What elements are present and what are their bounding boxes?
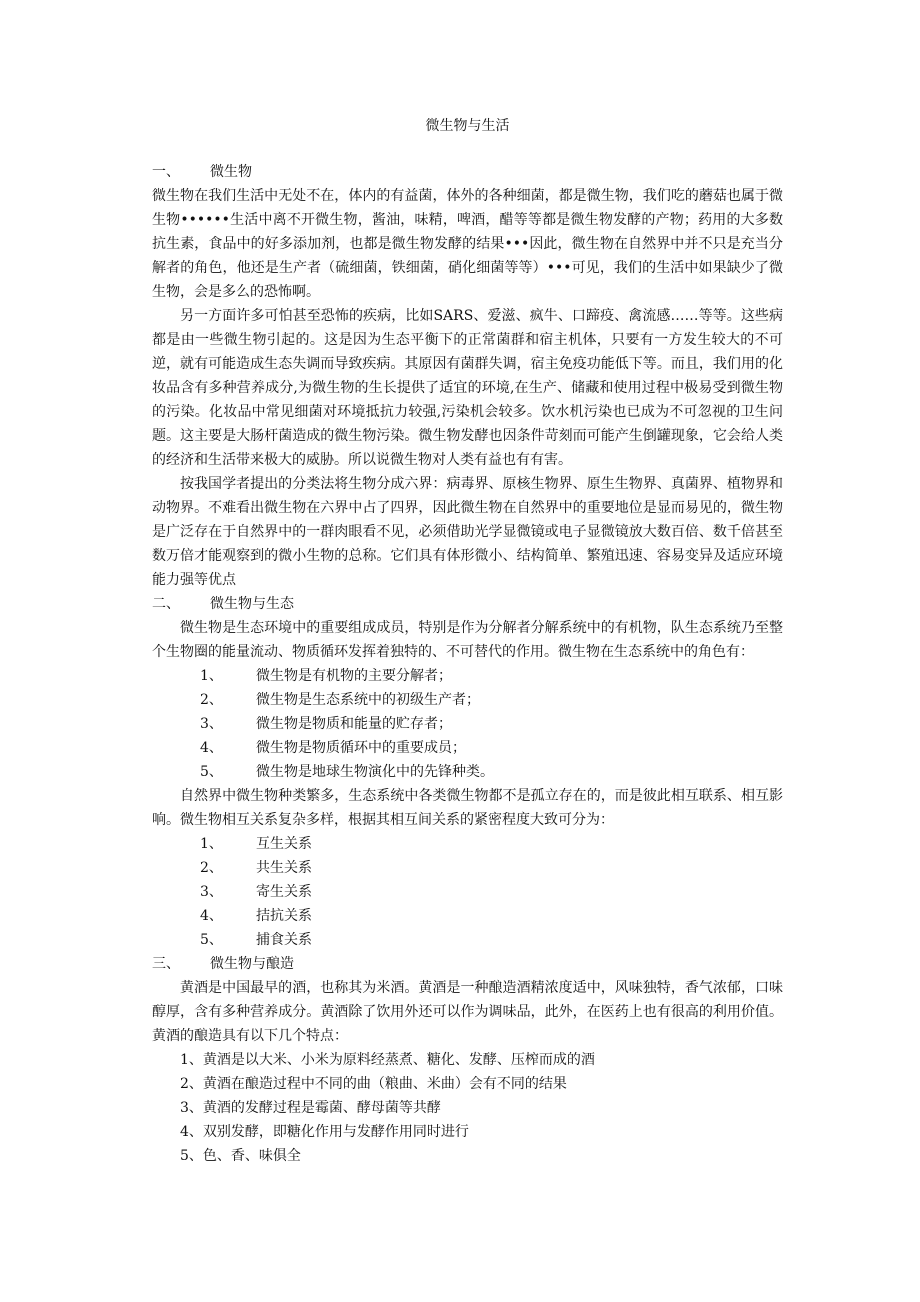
list-item xyxy=(152,856,783,880)
list-item xyxy=(152,928,783,952)
list-item xyxy=(152,904,783,928)
list-text: 微生物是物质和能量的贮存者； xyxy=(256,716,452,732)
paragraph: 按我国学者提出的分类法将生物分成六界：病毒界、原核生物界、原生生物界、真菌界、植物界和动物界。不难看出微生物在六界中占了四界，因此微生物在自然界中的重要地位是显而易见的，微生物是广泛存在于自然界中的一群肉眼看不见，必须借助光学显微镜或电子显微镜放大数百倍、数千倍甚至数万倍才能观察到的微小生物的总称。它们具有体形微小、结构简单、繁殖迅速、容易变异及适应环境能力强等优点 xyxy=(152,476,783,588)
paragraph: 微生物是生态环境中的重要组成成员，特别是作为分解者分解系统中的有机物，队生态系统乃至整个生物圈的能量流动、物质循环发挥着独特的、不可替代的作用。微生物在生态系统中的角色有： xyxy=(152,620,783,660)
list-text: 微生物是物质循环中的重要成员； xyxy=(256,740,466,756)
section-title: 微生物与酿造 xyxy=(210,956,294,972)
list-text: 寄生关系 xyxy=(256,884,312,900)
list-item xyxy=(152,736,783,760)
document-title: 微生物与生活 xyxy=(425,118,510,134)
list-item xyxy=(152,664,783,688)
document-body xyxy=(152,160,783,1168)
list-text: 共生关系 xyxy=(256,860,312,876)
paragraph: 微生物在我们生活中无处不在，体内的有益菌，体外的各种细菌，都是微生物，我们吃的蘑菇也属于微生物••••••生活中离不开微生物，酱油，味精，啤酒，醋等等都是微生物发酵的产物；药用的大多数抗生素，食品中的好多添加剂，也都是微生物发酵的结果•••因此，微生物在自然界中并不只是充当分解者的角色，他还是生产者（硫细菌，铁细菌，硝化细菌等等）•••可见，我们的生活中如果缺少了微生物，会是多么的恐怖啊。 xyxy=(152,188,783,300)
list-item xyxy=(152,760,783,784)
list-number: 5、 xyxy=(200,764,223,780)
list-item: 5、色、香、味俱全 xyxy=(180,1148,301,1164)
section-number: 一、 xyxy=(152,164,180,180)
list-text: 微生物是地球生物演化中的先锋种类。 xyxy=(256,764,494,780)
list-item xyxy=(152,688,783,712)
list-item xyxy=(152,832,783,856)
paragraph: 自然界中微生物种类繁多，生态系统中各类微生物都不是孤立存在的，而是彼此相互联系、相互影响。微生物相互关系复杂多样，根据其相互间关系的紧密程度大致可分为： xyxy=(152,788,783,828)
list-text: 微生物是生态系统中的初级生产者； xyxy=(256,692,480,708)
section-title: 微生物与生态 xyxy=(210,596,294,612)
section-heading-2 xyxy=(152,592,783,616)
section-number: 三、 xyxy=(152,956,180,972)
list-number: 3、 xyxy=(200,716,223,732)
list-text: 拮抗关系 xyxy=(256,908,312,924)
list-text: 捕食关系 xyxy=(256,932,312,948)
list-number: 1、 xyxy=(200,668,223,684)
list-number: 3、 xyxy=(200,884,223,900)
list-item xyxy=(152,712,783,736)
list-item xyxy=(152,880,783,904)
list-number: 2、 xyxy=(200,860,223,876)
paragraph: 另一方面许多可怕甚至恐怖的疾病，比如SARS、爱滋、疯牛、口蹄疫、禽流感……等等。这些病都是由一些微生物引起的。这是因为生态平衡下的正常菌群和宿主机体，只要有一方发生较大的不可逆，就有可能造成生态失调而导致疾病。其原因有菌群失调，宿主免疫功能低下等。而且，我们用的化妆品含有多种营养成分,为微生物的生长提供了适宜的环境,在生产、储藏和使用过程中极易受到微生物的污染。化妆品中常见细菌对环境抵抗力较强,污染机会较多。饮水机污染也已成为不可忽视的卫生问题。这主要是大肠杆菌造成的微生物污染。微生物发酵也因条件苛刻而可能产生倒罐现象，它会给人类的经济和生活带来极大的威胁。所以说微生物对人类有益也有有害。 xyxy=(152,308,783,468)
list-item: 4、双别发酵，即糖化作用与发酵作用同时进行 xyxy=(180,1124,469,1140)
list-item: 2、黄酒在酿造过程中不同的曲（粮曲、米曲）会有不同的结果 xyxy=(180,1076,567,1092)
section-number: 二、 xyxy=(152,596,180,612)
list-number: 2、 xyxy=(200,692,223,708)
section-heading-1 xyxy=(152,160,783,184)
list-number: 5、 xyxy=(200,932,223,948)
list-item: 3、黄酒的发酵过程是霉菌、酵母菌等共酵 xyxy=(180,1100,441,1116)
section-heading-3 xyxy=(152,952,783,976)
list-text: 微生物是有机物的主要分解者； xyxy=(256,668,452,684)
list-number: 4、 xyxy=(200,908,223,924)
list-number: 1、 xyxy=(200,836,223,852)
section-title: 微生物 xyxy=(210,164,252,180)
list-number: 4、 xyxy=(200,740,223,756)
list-text: 互生关系 xyxy=(256,836,312,852)
list-item: 1、黄酒是以大米、小米为原料经蒸煮、糖化、发酵、压榨而成的酒 xyxy=(180,1052,595,1068)
paragraph: 黄酒是中国最早的酒，也称其为米酒。黄酒是一种酿造酒精浓度适中，风味独特，香气浓郁，口味醇厚，含有多种营养成分。黄酒除了饮用外还可以作为调味品，此外，在医药上也有很高的利用价值。黄酒的酿造具有以下几个特点： xyxy=(152,980,783,1044)
